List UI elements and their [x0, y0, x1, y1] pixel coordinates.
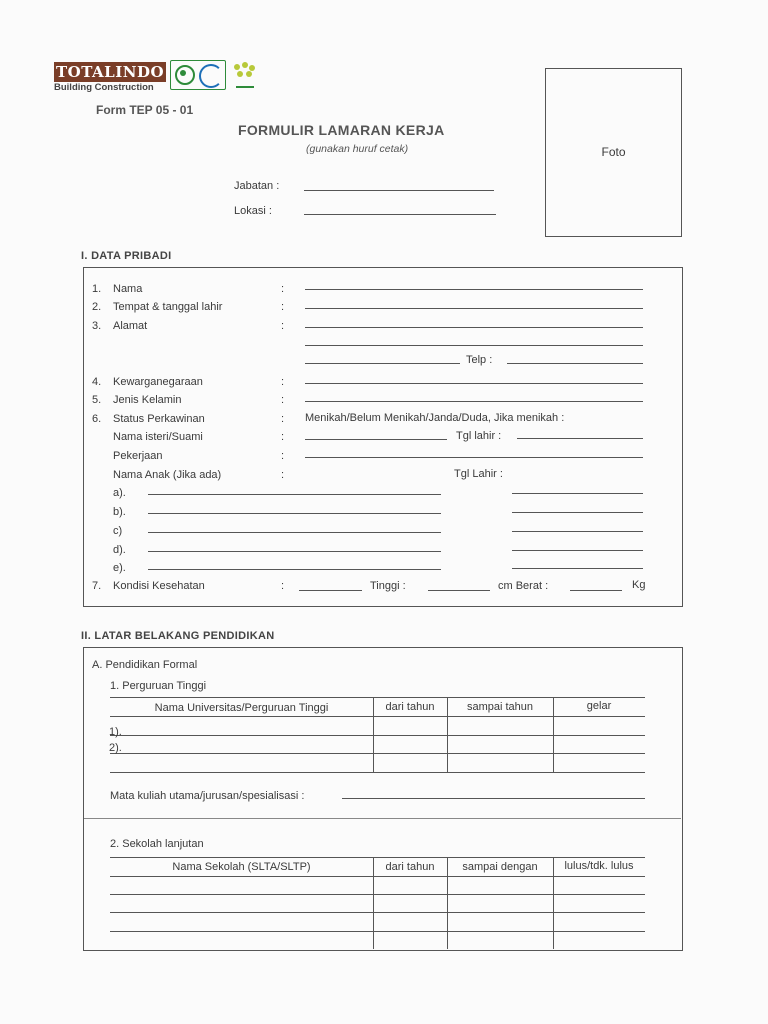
- section-pendidikan-heading: II. LATAR BELAKANG PENDIDIKAN: [81, 630, 275, 642]
- table2-header-nama: Nama Sekolah (SLTA/SLTP): [172, 861, 311, 873]
- table1-header-border: [110, 716, 645, 717]
- form-subtitle: (gunakan huruf cetak): [306, 143, 409, 155]
- pekerjaan-field[interactable]: [305, 457, 643, 458]
- jenis-kelamin-label: Jenis Kelamin: [113, 394, 182, 406]
- jabatan-field[interactable]: [304, 190, 494, 191]
- tgl-lahir-anak-label: Tgl Lahir :: [454, 468, 503, 480]
- telp-label: Telp :: [466, 354, 493, 366]
- colon: :: [281, 413, 285, 425]
- section-data-pribadi-heading: I. DATA PRIBADI: [81, 250, 172, 262]
- table1-bottom-border: [110, 772, 645, 773]
- nama-anak-label: Nama Anak (Jika ada): [113, 469, 222, 481]
- pekerjaan-label: Pekerjaan: [113, 450, 163, 462]
- jabatan-label: Jabatan :: [234, 180, 280, 192]
- child-b-label: b).: [113, 506, 126, 518]
- colon: :: [281, 283, 285, 295]
- table1-row2-border: [110, 753, 645, 754]
- num-5: 5.: [92, 394, 102, 406]
- nama-label: Nama: [113, 283, 143, 295]
- nama-field[interactable]: [305, 289, 643, 290]
- photo-label: Foto: [601, 145, 626, 159]
- num-7: 7.: [92, 580, 102, 592]
- jenis-kelamin-field[interactable]: [305, 401, 643, 402]
- table1-top-border: [110, 697, 645, 698]
- company-tagline: Building Construction: [54, 82, 154, 93]
- tgl-lahir-label: Tgl lahir :: [456, 430, 502, 442]
- child-a-label: a).: [113, 487, 126, 499]
- child-e-label: e).: [113, 562, 126, 574]
- berat-field[interactable]: [570, 590, 622, 591]
- photo-box[interactable]: [545, 68, 682, 237]
- num-6: 6.: [92, 413, 102, 425]
- kondisi-kesehatan-label: Kondisi Kesehatan: [113, 580, 205, 592]
- num-3: 3.: [92, 320, 102, 332]
- form-code: Form TEP 05 - 01: [96, 103, 194, 117]
- pendidikan-formal-label: A. Pendidikan Formal: [92, 659, 198, 671]
- berat-label: cm Berat :: [498, 580, 549, 592]
- perguruan-tinggi-label: 1. Perguruan Tinggi: [110, 680, 207, 692]
- nama-isteri-label: Nama isteri/Suami: [113, 431, 203, 443]
- table2-top-border: [110, 857, 645, 858]
- child-b-dob-field[interactable]: [512, 512, 643, 513]
- kewarganegaraan-label: Kewarganegaraan: [113, 376, 203, 388]
- sekolah-lanjutan-label: 2. Sekolah lanjutan: [110, 838, 204, 850]
- form-title: FORMULIR LAMARAN KERJA: [238, 122, 445, 138]
- kondisi-field[interactable]: [299, 590, 362, 591]
- table2-header-dari: dari tahun: [385, 861, 435, 873]
- nama-isteri-field[interactable]: [305, 439, 447, 440]
- telp-field[interactable]: [507, 363, 643, 364]
- ttl-field[interactable]: [305, 308, 643, 309]
- table1-row-1: 1).: [109, 726, 122, 738]
- colon: :: [281, 301, 285, 313]
- table1-row-2: 2).: [109, 742, 122, 754]
- child-e-dob-field[interactable]: [512, 568, 643, 569]
- child-c-dob-field[interactable]: [512, 531, 643, 532]
- child-a-dob-field[interactable]: [512, 493, 643, 494]
- lokasi-field[interactable]: [304, 214, 496, 215]
- table1-row1-border: [110, 735, 645, 736]
- table2-row1-border: [110, 894, 645, 895]
- child-e-name-field[interactable]: [148, 569, 441, 570]
- num-2: 2.: [92, 301, 102, 313]
- table2-row2-border: [110, 912, 645, 913]
- table1-header-gelar: gelar: [586, 700, 612, 712]
- colon: :: [281, 450, 285, 462]
- table2-header-lulus: lulus/tdk. lulus: [564, 860, 634, 872]
- company-logo: TOTALINDO: [55, 63, 165, 81]
- child-c-name-field[interactable]: [148, 532, 441, 533]
- table1-header-dari: dari tahun: [385, 701, 435, 713]
- colon: :: [281, 376, 285, 388]
- alamat-field-2[interactable]: [305, 345, 643, 346]
- child-b-name-field[interactable]: [148, 513, 441, 514]
- table2-header-border: [110, 876, 645, 877]
- colon: :: [281, 431, 285, 443]
- table1-header-nama: Nama Universitas/Perguruan Tinggi: [154, 702, 329, 714]
- child-c-label: c): [113, 525, 123, 537]
- child-d-name-field[interactable]: [148, 551, 441, 552]
- colon: :: [281, 394, 285, 406]
- smk3-badge-icon: [232, 62, 256, 88]
- kg-label: Kg: [632, 579, 646, 591]
- lokasi-label: Lokasi :: [234, 205, 272, 217]
- colon: :: [281, 580, 285, 592]
- table2-row3-border: [110, 931, 645, 932]
- ttl-label: Tempat & tanggal lahir: [113, 301, 223, 313]
- child-d-label: d).: [113, 544, 126, 556]
- colon: :: [281, 320, 285, 332]
- status-perkawinan-value: Menikah/Belum Menikah/Janda/Duda, Jika menikah :: [305, 412, 565, 424]
- colon: :: [281, 469, 285, 481]
- num-4: 4.: [92, 376, 102, 388]
- divider: [84, 818, 681, 819]
- child-d-dob-field[interactable]: [512, 550, 643, 551]
- tgl-lahir-field[interactable]: [517, 438, 643, 439]
- certification-badge-icon: [170, 60, 226, 90]
- alamat-field-1[interactable]: [305, 327, 643, 328]
- table2-header-sampai: sampai dengan: [462, 861, 538, 873]
- mata-kuliah-label: Mata kuliah utama/jurusan/spesialisasi :: [110, 790, 305, 802]
- tinggi-field[interactable]: [428, 590, 490, 591]
- alamat-label: Alamat: [113, 320, 148, 332]
- status-perkawinan-label: Status Perkawinan: [113, 413, 205, 425]
- num-1: 1.: [92, 283, 102, 295]
- kewarganegaraan-field[interactable]: [305, 383, 643, 384]
- tinggi-label: Tinggi :: [370, 580, 406, 592]
- alamat-field-3[interactable]: [305, 363, 460, 364]
- child-a-name-field[interactable]: [148, 494, 441, 495]
- table1-header-sampai: sampai tahun: [466, 701, 534, 713]
- mata-kuliah-field[interactable]: [342, 798, 645, 799]
